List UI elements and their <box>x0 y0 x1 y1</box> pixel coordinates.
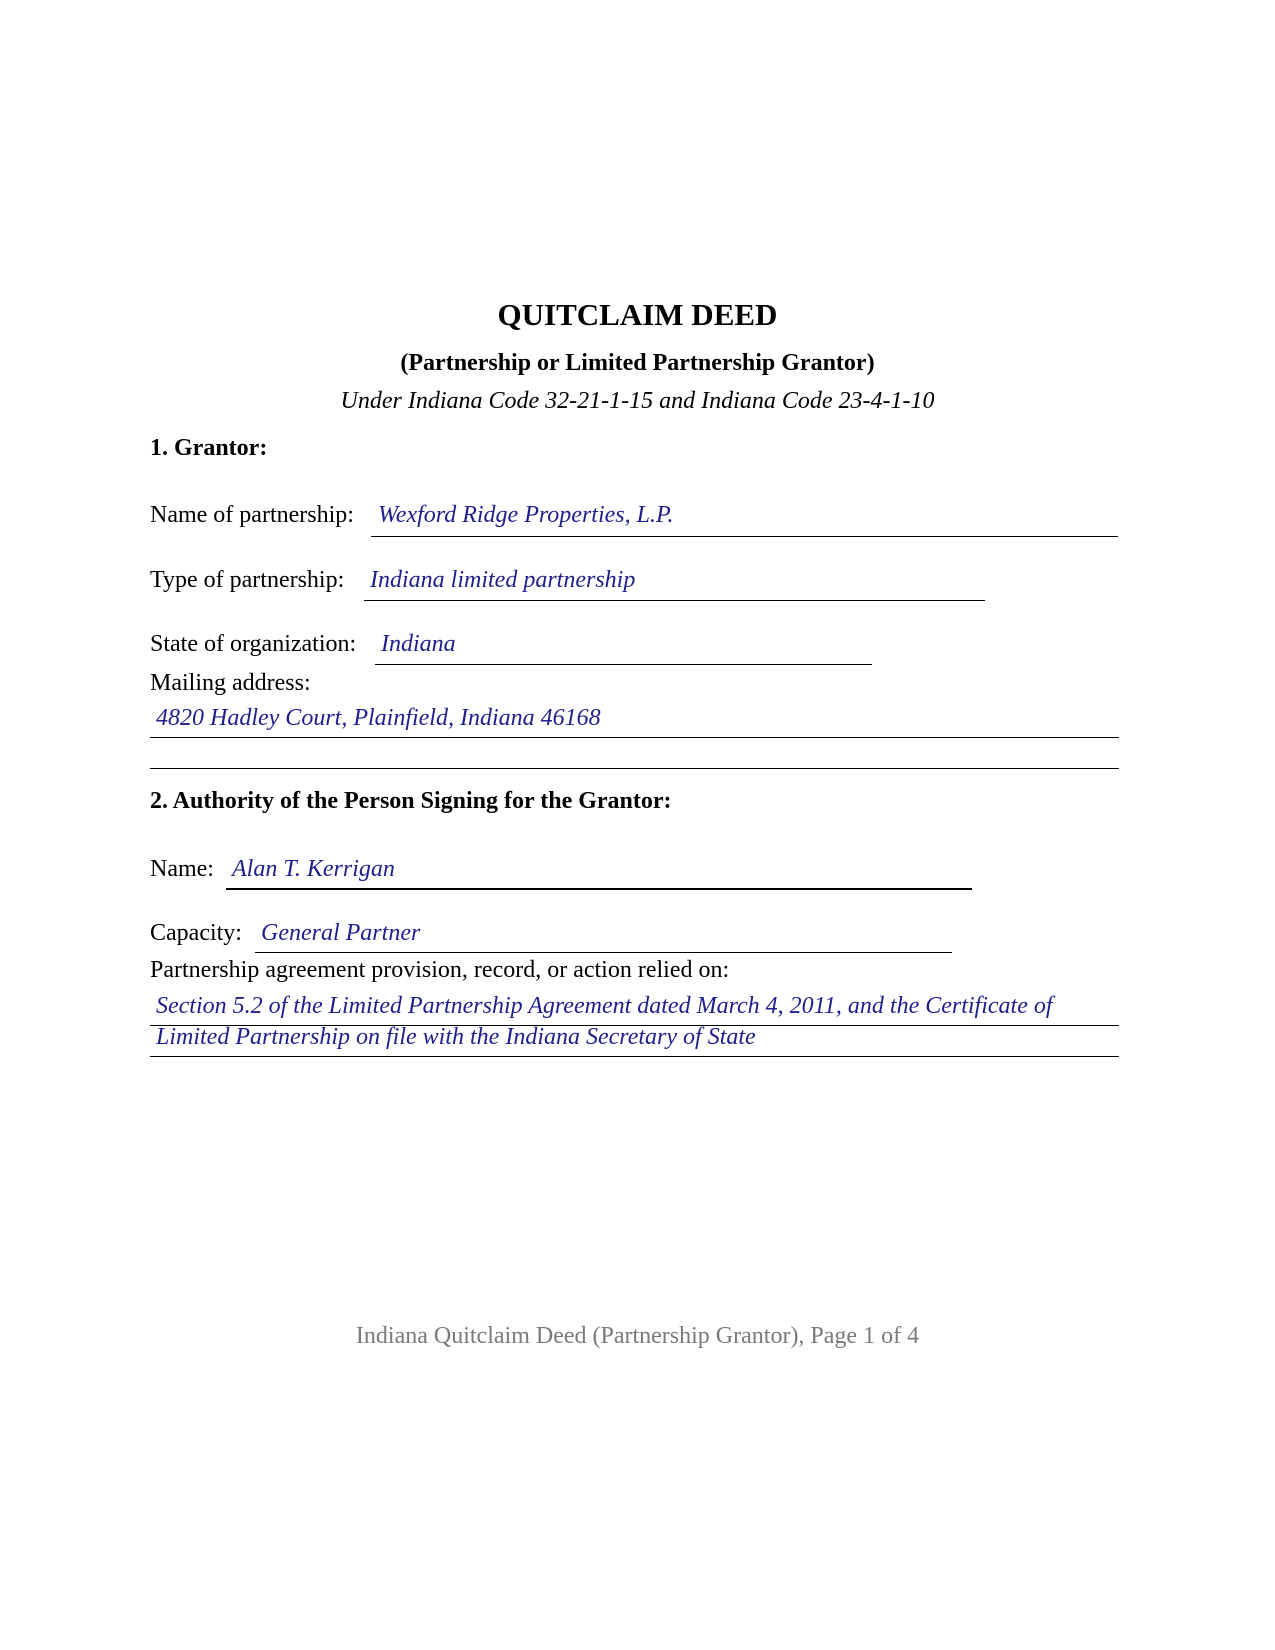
mailing-address-label: Mailing address: <box>150 670 311 696</box>
provision-label: Partnership agreement provision, record, or action relied on: <box>150 957 730 983</box>
partnership-name-line <box>371 536 1118 537</box>
signer-name-value: Alan T. Kerrigan <box>232 856 395 882</box>
document-subtitle: (Partnership or Limited Partnership Grantor) <box>400 350 875 376</box>
partnership-name-label: Name of partnership: <box>150 502 354 528</box>
capacity-line <box>255 952 952 953</box>
partnership-name-value: Wexford Ridge Properties, L.P. <box>378 502 674 528</box>
provision-line-2 <box>150 1056 1119 1057</box>
provision-value-line-2: Limited Partnership on file with the Indiana Secretary of State <box>156 1024 756 1050</box>
page-footer: Indiana Quitclaim Deed (Partnership Grantor), Page 1 of 4 <box>355 1323 920 1349</box>
partnership-type-label: Type of partnership: <box>150 567 345 593</box>
document-title: QUITCLAIM DEED <box>497 297 778 332</box>
statute-reference: Under Indiana Code 32-21-1-15 and Indiana Code 23-4-1-10 <box>340 388 935 414</box>
authority-heading: 2. Authority of the Person Signing for the Grantor: <box>150 788 672 814</box>
mailing-address-value: 4820 Hadley Court, Plainfield, Indiana 46168 <box>156 705 601 731</box>
capacity-value: General Partner <box>261 920 421 946</box>
partnership-type-value: Indiana limited partnership <box>370 567 636 593</box>
grantor-heading: 1. Grantor: <box>150 435 268 461</box>
mailing-address-line-1 <box>150 737 1119 738</box>
state-of-organization-label: State of organization: <box>150 631 357 657</box>
mailing-address-line-2 <box>150 768 1119 769</box>
state-of-organization-line <box>375 664 872 665</box>
provision-value-line-1: Section 5.2 of the Limited Partnership Agreement dated March 4, 2011, and the Certificate of <box>156 993 1053 1019</box>
capacity-label: Capacity: <box>150 920 242 946</box>
signer-name-label: Name: <box>150 856 214 882</box>
signer-name-line <box>226 888 972 890</box>
partnership-type-line <box>364 600 985 601</box>
state-of-organization-value: Indiana <box>381 631 456 657</box>
